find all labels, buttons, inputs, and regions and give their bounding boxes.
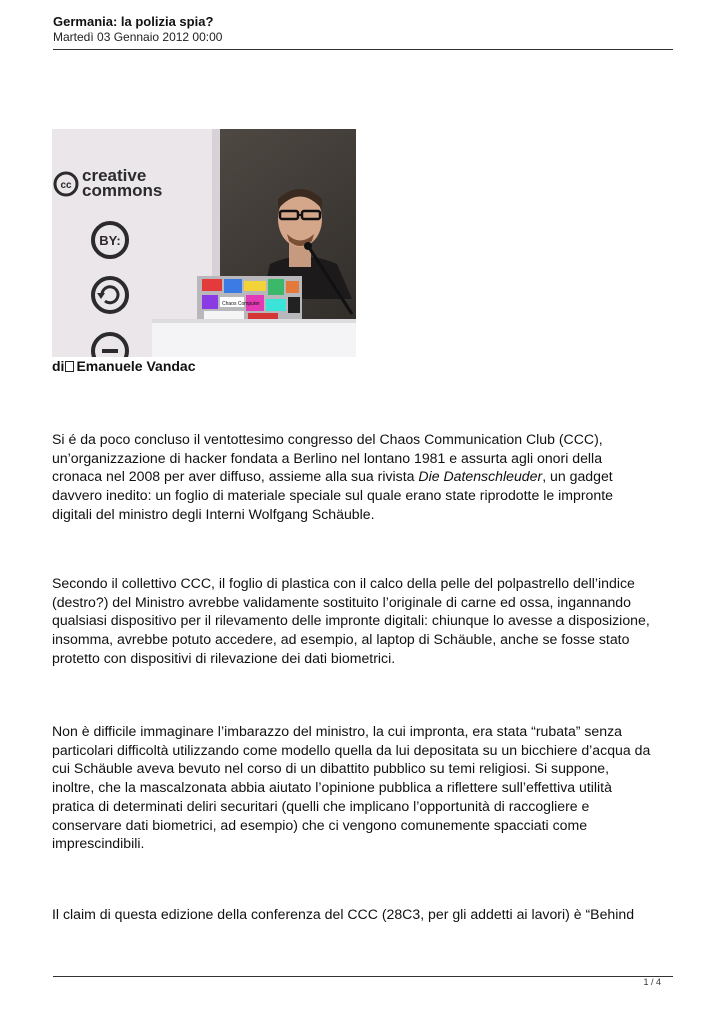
page-number: 1 / 4 [643,977,661,987]
byline [52,357,196,375]
paragraph-line: pratica di determinati deliri securitari (quelli che implicano l’opportunità di raccogliere e [52,797,590,814]
paragraph-line [52,467,674,486]
paragraph-line: davvero inedito: un foglio di materiale speciale sul quale erano state riprodotte le impronte [52,487,613,504]
article-paragraph-2 [52,574,674,668]
paragraph-text: , un gadget [542,468,613,485]
paragraph-line: protetto con dispositivi di rilevazione dei dati biometrici. [52,649,396,666]
byline-prefix: di [52,358,65,374]
document-header [53,14,673,45]
speaker-photo-illustration [52,129,356,357]
paragraph-line: inoltre, che la mascalzonata abbia aiutato l’opinione pubblica a riflettere sull’effettiva utilità [52,779,612,796]
paragraph-line: un’organizzazione di hacker fondata a Berlino nel lontano 1981 e assurta agli onori della [52,449,603,466]
byline-glyph [65,361,74,372]
footer-divider [53,976,673,977]
paragraph-line: digitali del ministro degli Interni Wolfgang Schäuble. [52,505,375,522]
paragraph-line: cui Schäuble aveva bevuto nel corso di un dibattito pubblico su temi religiosi. Si suppone, [52,760,610,777]
publication-date: Martedì 03 Gennaio 2012 00:00 [53,30,223,44]
magazine-title: Die Datenschleuder [418,468,543,485]
article-paragraph-1 [52,430,674,524]
article-paragraph-3 [52,722,674,853]
paragraph-line: Si é da poco concluso il ventottesimo congresso del Chaos Communication Club (CCC), [52,431,603,447]
article-photo [52,129,356,357]
paragraph-line: conservare dati biometrici, ad esempio) che ci vengono comunemente spacciati come [52,816,588,833]
poster-text-commons: commons [82,181,163,200]
poster-text-creative: creative [82,166,147,185]
header-divider [53,49,673,50]
lectern [152,321,356,357]
paragraph-line: particolari difficoltà utilizzando come modello quella da lui depositata su un bicchiere d’acqua da [52,741,651,758]
svg-text:cc: cc [60,180,72,191]
paragraph-line: Il claim di questa edizione della conferenza del CCC (28C3, per gli addetti ai lavori) è “Behind [52,906,635,922]
paragraph-line: Secondo il collettivo CCC, il foglio di plastica con il calco della pelle del polpastrello dell’indice [52,575,635,591]
paragraph-line: (destro?) del Ministro avrebbe validamente sostituito l’originale di carne ed ossa, ingannando [52,593,631,610]
by-badge-text: BY: [99,233,121,248]
paragraph-text: cronaca nel 2008 per aver diffuso, assieme alla sua rivista [52,468,419,485]
article-paragraph-4 [52,905,674,924]
document-title: Germania: la polizia spia? [53,14,214,29]
paragraph-line: imprescindibili. [52,835,145,852]
laptop-sticker-text: Chaos Computer [222,301,260,307]
paragraph-line: Non è difficile immaginare l’imbarazzo del ministro, la cui impronta, era stata “rubata” senza [52,723,622,739]
paragraph-line: qualsiasi dispositivo per il rilevamento delle impronte digitali: chiunque lo avesse a disposizione, [52,612,650,629]
laptop-with-stickers [197,276,302,322]
byline-author: Emanuele Vandac [76,358,196,374]
paragraph-line: insomma, avrebbe potuto accedere, ad esempio, al laptop di Schäuble, anche se fosse stato [52,631,630,648]
